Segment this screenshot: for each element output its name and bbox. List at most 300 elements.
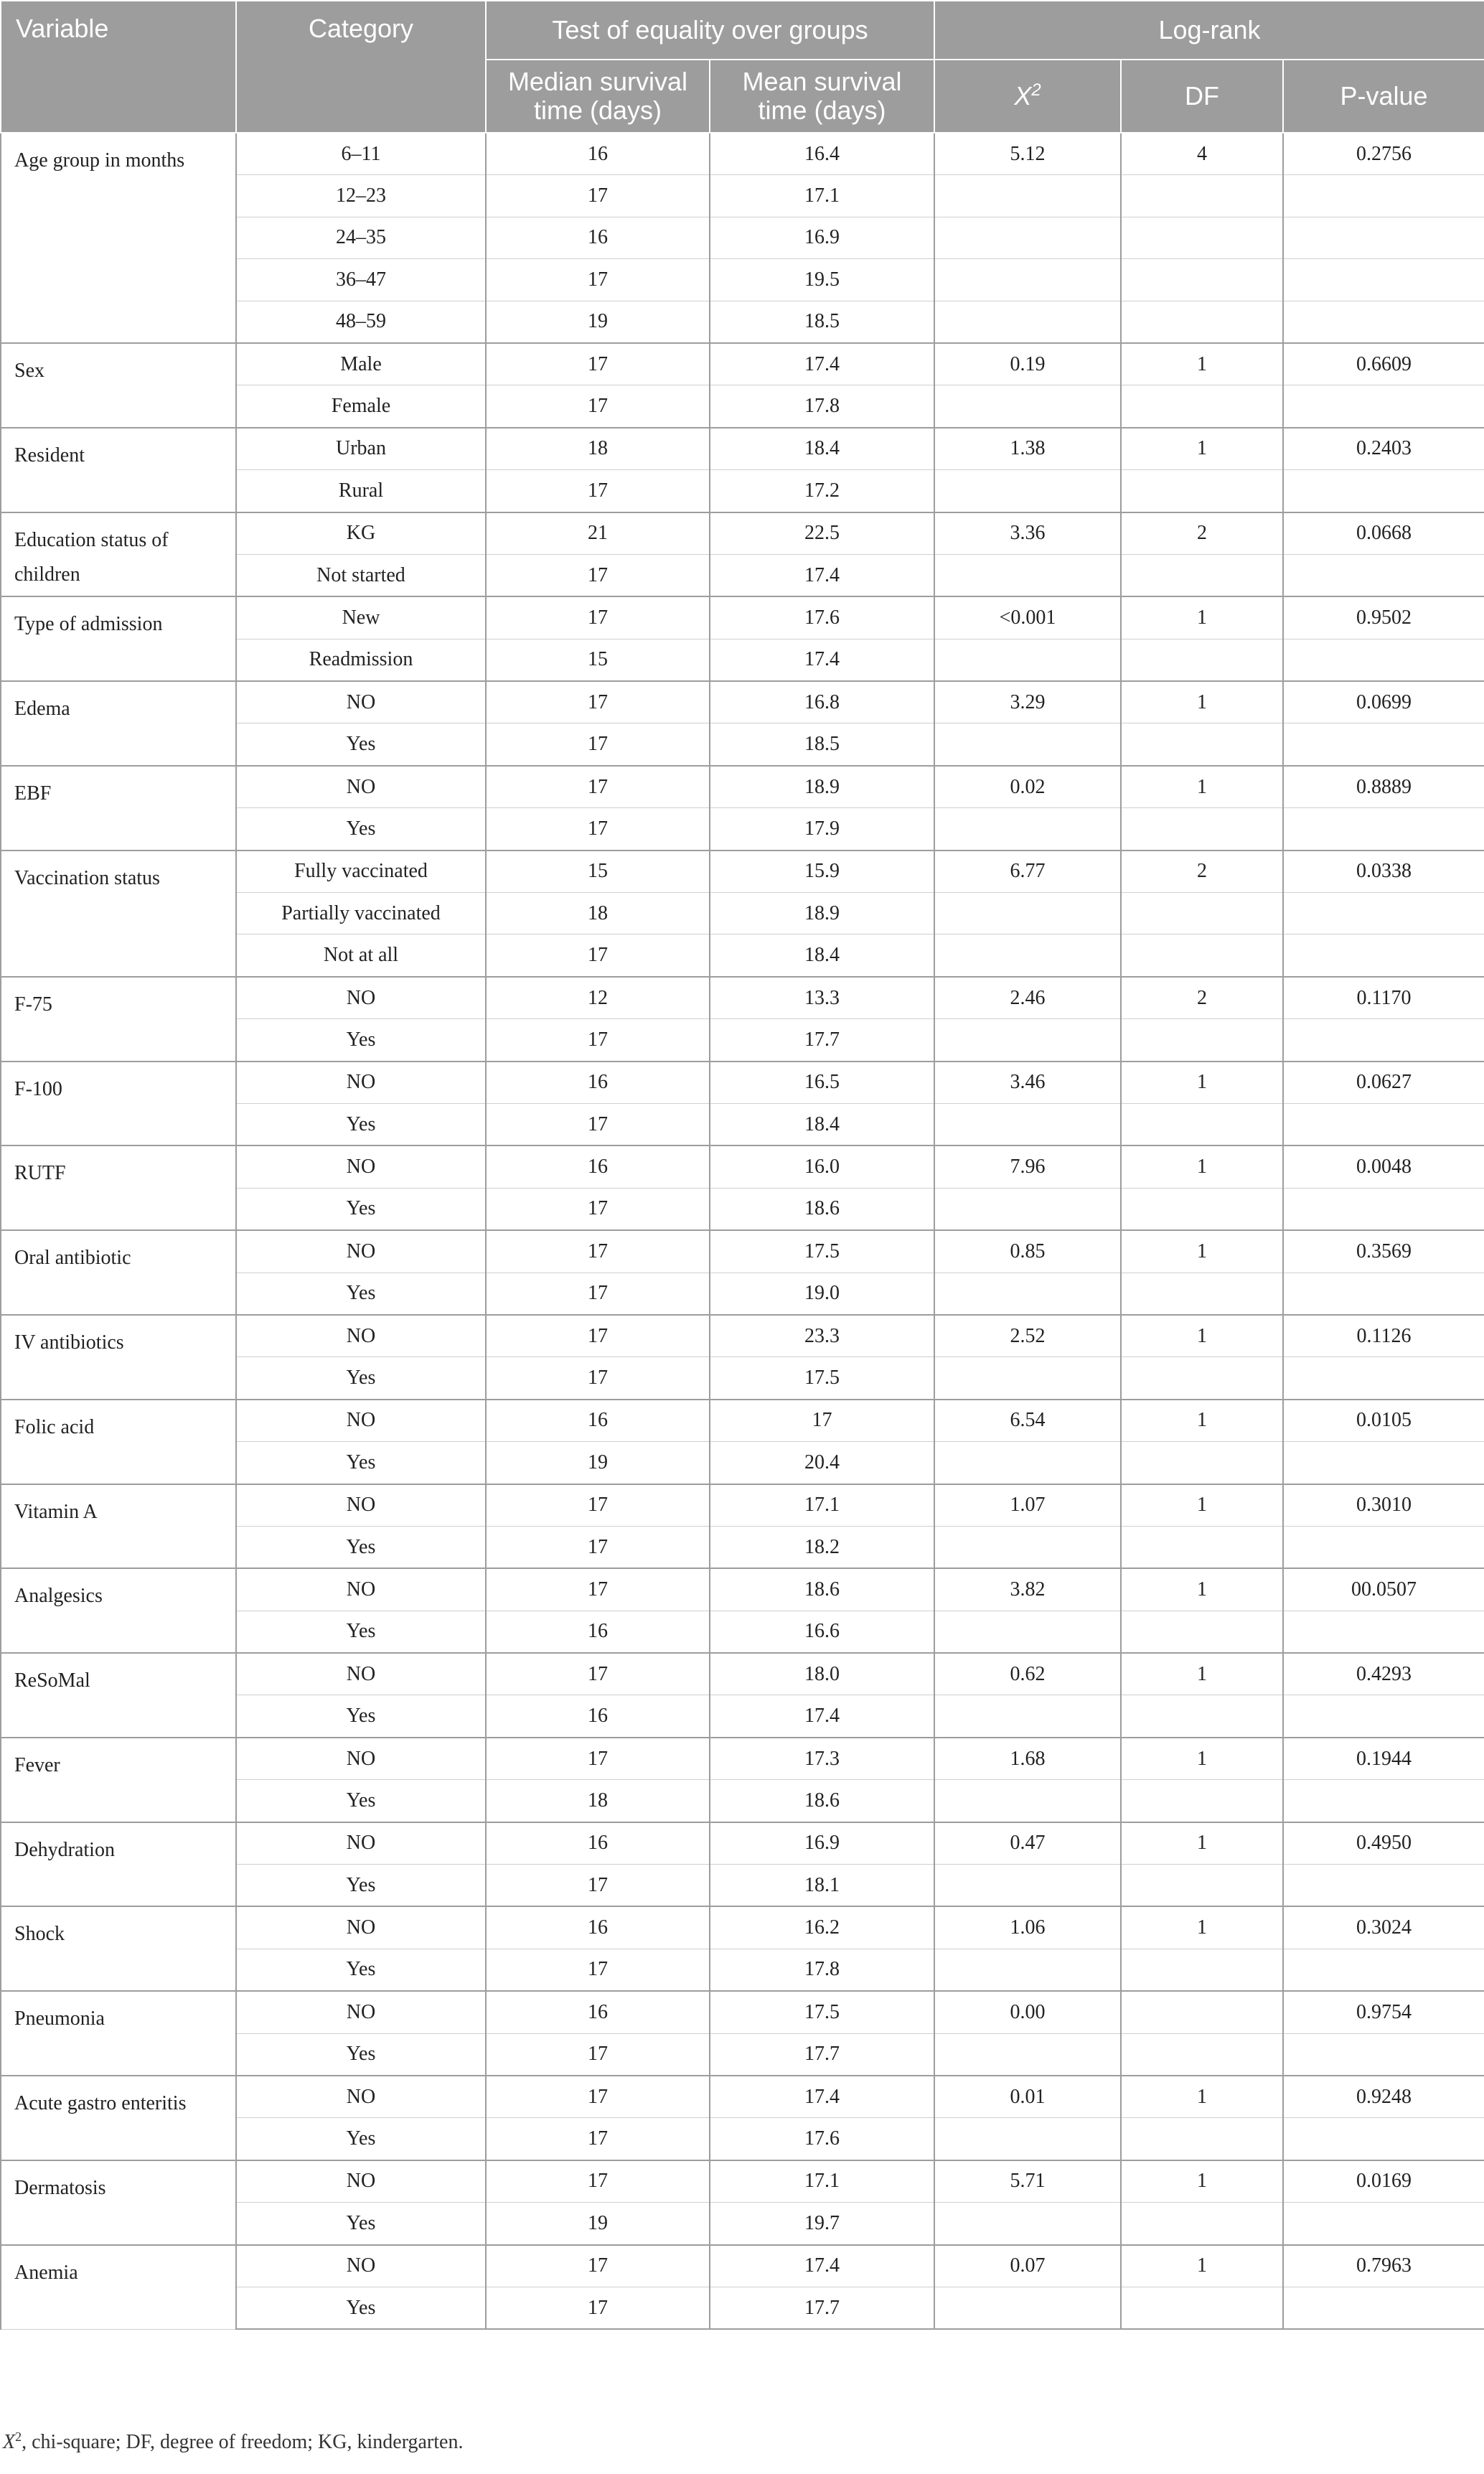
df-cell: 2	[1121, 977, 1283, 1019]
p-value-cell	[1283, 259, 1484, 301]
p-value-cell	[1283, 385, 1484, 428]
median-survival-cell: 17	[486, 1188, 710, 1230]
p-value-cell: 0.1944	[1283, 1738, 1484, 1780]
category-cell: 36–47	[236, 259, 486, 301]
mean-survival-cell: 17.4	[710, 2245, 934, 2287]
variable-cell: Dermatosis	[1, 2160, 236, 2245]
chi-square-cell	[934, 1273, 1121, 1315]
p-value-cell	[1283, 893, 1484, 934]
mean-survival-cell: 18.1	[710, 1865, 934, 1907]
median-survival-cell: 17	[486, 1357, 710, 1400]
median-survival-cell: 17	[486, 1315, 710, 1357]
table-row	[1, 1315, 1484, 1357]
median-survival-cell: 17	[486, 2033, 710, 2076]
table-row	[1, 1568, 1484, 1611]
table-row	[1, 1484, 1484, 1527]
median-survival-cell: 17	[486, 596, 710, 639]
median-survival-cell: 19	[486, 301, 710, 343]
mean-survival-cell: 16.9	[710, 1822, 934, 1865]
df-cell: 1	[1121, 1822, 1283, 1865]
mean-survival-cell: 17.7	[710, 2033, 934, 2076]
chi-square-cell	[934, 1188, 1121, 1230]
table-row	[1, 2076, 1484, 2118]
median-survival-cell: 17	[486, 2245, 710, 2287]
category-cell: Rural	[236, 470, 486, 512]
table-row	[1, 1822, 1484, 1865]
p-value-cell: 0.0105	[1283, 1400, 1484, 1442]
df-cell	[1121, 1949, 1283, 1991]
chi-square-cell: 2.46	[934, 977, 1121, 1019]
median-survival-cell: 17	[486, 2287, 710, 2329]
mean-survival-cell: 17	[710, 1400, 934, 1442]
variable-cell: Age group in months	[1, 133, 236, 343]
category-cell: Yes	[236, 2203, 486, 2245]
chi-square-cell	[934, 934, 1121, 977]
median-survival-cell: 17	[486, 1653, 710, 1695]
mean-survival-cell: 18.6	[710, 1568, 934, 1611]
table-row	[1, 1400, 1484, 1442]
mean-survival-cell: 18.4	[710, 934, 934, 977]
p-value-cell: 0.4293	[1283, 1653, 1484, 1695]
median-survival-cell: 18	[486, 1780, 710, 1822]
mean-survival-cell: 16.8	[710, 681, 934, 723]
median-survival-cell: 17	[486, 1738, 710, 1780]
median-survival-cell: 17	[486, 470, 710, 512]
mean-survival-cell: 17.4	[710, 2076, 934, 2118]
chi-square-cell	[934, 893, 1121, 934]
chi-square-cell: 3.29	[934, 681, 1121, 723]
header-row-1	[1, 1, 1484, 60]
mean-survival-cell: 18.2	[710, 1526, 934, 1568]
median-survival-cell: 17	[486, 681, 710, 723]
category-cell: Yes	[236, 2287, 486, 2329]
category-cell: Not started	[236, 554, 486, 596]
df-cell: 2	[1121, 512, 1283, 555]
p-suffix: -value	[1357, 81, 1428, 111]
mean-survival-cell: 17.9	[710, 808, 934, 851]
median-survival-cell: 17	[486, 723, 710, 766]
mean-survival-cell: 16.4	[710, 133, 934, 175]
mean-survival-cell: 17.6	[710, 596, 934, 639]
df-cell	[1121, 470, 1283, 512]
category-cell: NO	[236, 681, 486, 723]
p-value-cell	[1283, 1865, 1484, 1907]
chi-square-cell	[934, 470, 1121, 512]
p-value-cell: 0.0627	[1283, 1062, 1484, 1104]
median-survival-cell: 16	[486, 1145, 710, 1188]
p-value-cell	[1283, 1103, 1484, 1145]
category-cell: Readmission	[236, 639, 486, 681]
median-survival-cell: 17	[486, 1949, 710, 1991]
chi-square-cell: 5.71	[934, 2160, 1121, 2203]
df-cell	[1121, 2203, 1283, 2245]
chi-symbol: X	[1014, 81, 1032, 111]
chi-square-cell	[934, 2033, 1121, 2076]
chi-square-cell	[934, 723, 1121, 766]
variable-cell: Vitamin A	[1, 1484, 236, 1569]
variable-cell: Analgesics	[1, 1568, 236, 1653]
category-cell: 48–59	[236, 301, 486, 343]
category-cell: NO	[236, 1230, 486, 1273]
test-equality-header: Test of equality over groups	[486, 1, 934, 60]
p-value-cell: 0.1126	[1283, 1315, 1484, 1357]
category-cell: Yes	[236, 1526, 486, 1568]
variable-header: Variable	[1, 1, 236, 133]
mean-survival-cell: 17.2	[710, 470, 934, 512]
chi-square-cell	[934, 2203, 1121, 2245]
category-cell: Female	[236, 385, 486, 428]
mean-survival-cell: 18.4	[710, 1103, 934, 1145]
df-cell	[1121, 934, 1283, 977]
p-value-cell	[1283, 470, 1484, 512]
median-survival-cell: 21	[486, 512, 710, 555]
category-cell: NO	[236, 1484, 486, 1527]
variable-cell: EBF	[1, 766, 236, 851]
chi-square-cell	[934, 175, 1121, 217]
p-value-cell: 0.0699	[1283, 681, 1484, 723]
chi-square-cell	[934, 1865, 1121, 1907]
df-cell	[1121, 2033, 1283, 2076]
chi-square-cell: 0.00	[934, 1991, 1121, 2033]
df-cell	[1121, 1526, 1283, 1568]
chi-square-cell	[934, 1019, 1121, 1062]
chi-square-cell	[934, 639, 1121, 681]
median-survival-cell: 12	[486, 977, 710, 1019]
variable-cell: Resident	[1, 428, 236, 512]
table-footnote	[3, 2430, 1481, 2455]
p-value-cell: 00.0507	[1283, 1568, 1484, 1611]
mean-survival-cell: 18.6	[710, 1780, 934, 1822]
category-header: Category	[236, 1, 486, 133]
mean-survival-cell: 18.9	[710, 893, 934, 934]
median-survival-cell: 17	[486, 1019, 710, 1062]
median-survival-cell: 16	[486, 1991, 710, 2033]
p-value-cell	[1283, 1019, 1484, 1062]
median-survival-cell: 16	[486, 1906, 710, 1949]
mean-survival-cell: 18.6	[710, 1188, 934, 1230]
df-cell: 1	[1121, 428, 1283, 470]
p-value-cell: 0.0048	[1283, 1145, 1484, 1188]
df-cell	[1121, 1188, 1283, 1230]
p-value-cell	[1283, 2287, 1484, 2329]
p-value-cell: 0.2756	[1283, 133, 1484, 175]
chi-square-cell: <0.001	[934, 596, 1121, 639]
median-survival-cell: 19	[486, 1442, 710, 1484]
mean-survival-cell: 17.5	[710, 1991, 934, 2033]
chi-square-cell: 7.96	[934, 1145, 1121, 1188]
chi-square-cell: 5.12	[934, 133, 1121, 175]
p-value-cell	[1283, 1188, 1484, 1230]
df-cell: 1	[1121, 681, 1283, 723]
table-header	[1, 1, 1484, 133]
category-cell: NO	[236, 1145, 486, 1188]
p-value-cell: 0.8889	[1283, 766, 1484, 808]
df-cell: 1	[1121, 2245, 1283, 2287]
median-survival-cell: 17	[486, 1865, 710, 1907]
variable-cell: Oral antibiotic	[1, 1230, 236, 1315]
df-cell: 1	[1121, 1145, 1283, 1188]
median-survival-cell: 17	[486, 1526, 710, 1568]
p-value-cell	[1283, 175, 1484, 217]
p-value-cell	[1283, 1780, 1484, 1822]
p-value-cell: 0.9754	[1283, 1991, 1484, 2033]
df-cell: 1	[1121, 1906, 1283, 1949]
df-cell: 1	[1121, 1484, 1283, 1527]
variable-cell: F-75	[1, 977, 236, 1062]
chi-square-cell: 0.47	[934, 1822, 1121, 1865]
p-value-cell: 0.3010	[1283, 1484, 1484, 1527]
p-value-cell: 0.4950	[1283, 1822, 1484, 1865]
footnote-chi-superscript: 2	[15, 2430, 22, 2444]
df-cell	[1121, 639, 1283, 681]
category-cell: Yes	[236, 1019, 486, 1062]
mean-survival-cell: 16.0	[710, 1145, 934, 1188]
category-cell: Yes	[236, 1865, 486, 1907]
category-cell: Yes	[236, 1357, 486, 1400]
median-survival-cell: 17	[486, 2118, 710, 2160]
median-survival-cell: 18	[486, 428, 710, 470]
variable-cell: F-100	[1, 1062, 236, 1146]
df-cell	[1121, 2118, 1283, 2160]
variable-cell: Folic acid	[1, 1400, 236, 1484]
p-value-cell	[1283, 2203, 1484, 2245]
chi-square-cell	[934, 1611, 1121, 1653]
category-cell: Yes	[236, 808, 486, 851]
chi-square-cell	[934, 808, 1121, 851]
p-value-cell	[1283, 1949, 1484, 1991]
mean-survival-cell: 17.1	[710, 2160, 934, 2203]
df-cell	[1121, 1019, 1283, 1062]
df-cell: 1	[1121, 1230, 1283, 1273]
chi-square-cell	[934, 1103, 1121, 1145]
p-value-cell: 0.0668	[1283, 512, 1484, 555]
mean-survival-cell: 18.9	[710, 766, 934, 808]
chi-square-cell: 3.36	[934, 512, 1121, 555]
chi-square-cell	[934, 554, 1121, 596]
mean-survival-cell: 19.7	[710, 2203, 934, 2245]
variable-cell: Education status of children	[1, 512, 236, 597]
mean-survival-cell: 17.5	[710, 1230, 934, 1273]
category-cell: Yes	[236, 1273, 486, 1315]
mean-survival-cell: 17.8	[710, 1949, 934, 1991]
chi-square-cell: 1.68	[934, 1738, 1121, 1780]
category-cell: NO	[236, 2076, 486, 2118]
p-value-cell	[1283, 2033, 1484, 2076]
df-cell: 1	[1121, 1653, 1283, 1695]
median-survival-cell: 16	[486, 133, 710, 175]
mean-survival-cell: 17.4	[710, 343, 934, 385]
table-row	[1, 428, 1484, 470]
chi-square-cell: 0.07	[934, 2245, 1121, 2287]
df-cell	[1121, 1695, 1283, 1738]
df-cell	[1121, 1991, 1283, 2033]
chi-square-cell	[934, 1695, 1121, 1738]
table-row	[1, 343, 1484, 385]
chi-superscript: 2	[1031, 80, 1041, 100]
p-value-cell	[1283, 1611, 1484, 1653]
chi-square-cell	[934, 217, 1121, 258]
category-cell: NO	[236, 1400, 486, 1442]
df-cell: 1	[1121, 1062, 1283, 1104]
table-row	[1, 766, 1484, 808]
log-rank-header: Log-rank	[934, 1, 1484, 60]
median-survival-cell: 17	[486, 175, 710, 217]
table-row	[1, 681, 1484, 723]
variable-cell: Acute gastro enteritis	[1, 2076, 236, 2160]
df-cell: 1	[1121, 2076, 1283, 2118]
table-row	[1, 851, 1484, 893]
category-cell: NO	[236, 1062, 486, 1104]
category-cell: Yes	[236, 1949, 486, 1991]
mean-survival-cell: 20.4	[710, 1442, 934, 1484]
median-survival-cell: 17	[486, 343, 710, 385]
p-value-cell	[1283, 2118, 1484, 2160]
variable-cell: Pneumonia	[1, 1991, 236, 2076]
mean-survival-cell: 17.6	[710, 2118, 934, 2160]
df-cell	[1121, 175, 1283, 217]
median-survival-cell: 19	[486, 2203, 710, 2245]
category-cell: Partially vaccinated	[236, 893, 486, 934]
df-cell	[1121, 1865, 1283, 1907]
table-row	[1, 977, 1484, 1019]
chi-square-cell: 0.02	[934, 766, 1121, 808]
median-survival-cell: 17	[486, 1273, 710, 1315]
mean-survival-cell: 18.5	[710, 301, 934, 343]
footnote-chi-symbol: X	[3, 2431, 16, 2453]
p-value-cell	[1283, 723, 1484, 766]
mean-survival-cell: 17.3	[710, 1738, 934, 1780]
mean-survival-cell: 17.4	[710, 554, 934, 596]
category-cell: 12–23	[236, 175, 486, 217]
df-cell: 4	[1121, 133, 1283, 175]
p-value-cell: 0.9248	[1283, 2076, 1484, 2118]
df-cell	[1121, 1780, 1283, 1822]
mean-survival-cell: 16.2	[710, 1906, 934, 1949]
chi-square-cell: 6.77	[934, 851, 1121, 893]
p-value-cell	[1283, 1442, 1484, 1484]
chi-square-header	[934, 60, 1121, 133]
df-header: DF	[1121, 60, 1283, 133]
table-body	[1, 133, 1484, 2329]
df-cell: 1	[1121, 1568, 1283, 1611]
chi-square-cell: 0.19	[934, 343, 1121, 385]
category-cell: Yes	[236, 1442, 486, 1484]
p-value-cell: 0.0169	[1283, 2160, 1484, 2203]
mean-survival-cell: 17.1	[710, 1484, 934, 1527]
p-value-cell	[1283, 217, 1484, 258]
p-value-cell	[1283, 1357, 1484, 1400]
p-value-cell: 0.3024	[1283, 1906, 1484, 1949]
variable-cell: Sex	[1, 343, 236, 428]
mean-survival-cell: 22.5	[710, 512, 934, 555]
chi-square-cell	[934, 1442, 1121, 1484]
table-row	[1, 1653, 1484, 1695]
category-cell: NO	[236, 2245, 486, 2287]
df-cell	[1121, 1611, 1283, 1653]
table-row	[1, 1062, 1484, 1104]
chi-square-cell: 1.07	[934, 1484, 1121, 1527]
df-cell	[1121, 1273, 1283, 1315]
category-cell: Yes	[236, 1611, 486, 1653]
median-survival-cell: 16	[486, 217, 710, 258]
category-cell: Yes	[236, 2033, 486, 2076]
chi-square-cell: 0.85	[934, 1230, 1121, 1273]
df-cell: 1	[1121, 1738, 1283, 1780]
p-value-cell	[1283, 1695, 1484, 1738]
category-cell: 24–35	[236, 217, 486, 258]
median-survival-cell: 15	[486, 851, 710, 893]
chi-square-cell: 0.62	[934, 1653, 1121, 1695]
table-row	[1, 512, 1484, 555]
df-cell: 1	[1121, 596, 1283, 639]
mean-survival-cell: 13.3	[710, 977, 934, 1019]
p-value-cell	[1283, 1526, 1484, 1568]
mean-survival-header: Mean survival time (days)	[710, 60, 934, 133]
category-cell: NO	[236, 1315, 486, 1357]
category-cell: New	[236, 596, 486, 639]
category-cell: Yes	[236, 1780, 486, 1822]
category-cell: Male	[236, 343, 486, 385]
category-cell: NO	[236, 2160, 486, 2203]
df-cell: 1	[1121, 1315, 1283, 1357]
variable-cell: Fever	[1, 1738, 236, 1822]
mean-survival-cell: 16.6	[710, 1611, 934, 1653]
mean-survival-cell: 17.5	[710, 1357, 934, 1400]
category-cell: NO	[236, 1822, 486, 1865]
df-cell	[1121, 1442, 1283, 1484]
table-row	[1, 1738, 1484, 1780]
df-cell	[1121, 217, 1283, 258]
median-survival-header: Median survival time (days)	[486, 60, 710, 133]
df-cell	[1121, 1103, 1283, 1145]
p-value-cell: 0.2403	[1283, 428, 1484, 470]
df-cell	[1121, 893, 1283, 934]
category-cell: NO	[236, 1653, 486, 1695]
mean-survival-cell: 17.1	[710, 175, 934, 217]
category-cell: Yes	[236, 1695, 486, 1738]
mean-survival-cell: 16.9	[710, 217, 934, 258]
mean-survival-cell: 17.8	[710, 385, 934, 428]
median-survival-cell: 17	[486, 2076, 710, 2118]
median-survival-cell: 17	[486, 1230, 710, 1273]
p-value-cell	[1283, 808, 1484, 851]
chi-square-cell: 3.82	[934, 1568, 1121, 1611]
chi-square-cell	[934, 2118, 1121, 2160]
median-survival-cell: 17	[486, 766, 710, 808]
p-value-cell	[1283, 301, 1484, 343]
category-cell: NO	[236, 1906, 486, 1949]
df-cell: 2	[1121, 851, 1283, 893]
mean-survival-cell: 18.5	[710, 723, 934, 766]
chi-square-cell: 3.46	[934, 1062, 1121, 1104]
p-value-cell	[1283, 934, 1484, 977]
table-row	[1, 1230, 1484, 1273]
p-letter: P	[1340, 81, 1358, 111]
df-cell	[1121, 808, 1283, 851]
df-cell: 1	[1121, 2160, 1283, 2203]
chi-square-cell	[934, 1780, 1121, 1822]
median-survival-cell: 18	[486, 893, 710, 934]
df-cell: 1	[1121, 1400, 1283, 1442]
chi-square-cell: 0.01	[934, 2076, 1121, 2118]
p-value-cell: 0.3569	[1283, 1230, 1484, 1273]
category-cell: Urban	[236, 428, 486, 470]
chi-square-cell	[934, 259, 1121, 301]
chi-square-cell	[934, 1949, 1121, 1991]
variable-cell: Shock	[1, 1906, 236, 1991]
median-survival-cell: 17	[486, 1103, 710, 1145]
table-row	[1, 2160, 1484, 2203]
